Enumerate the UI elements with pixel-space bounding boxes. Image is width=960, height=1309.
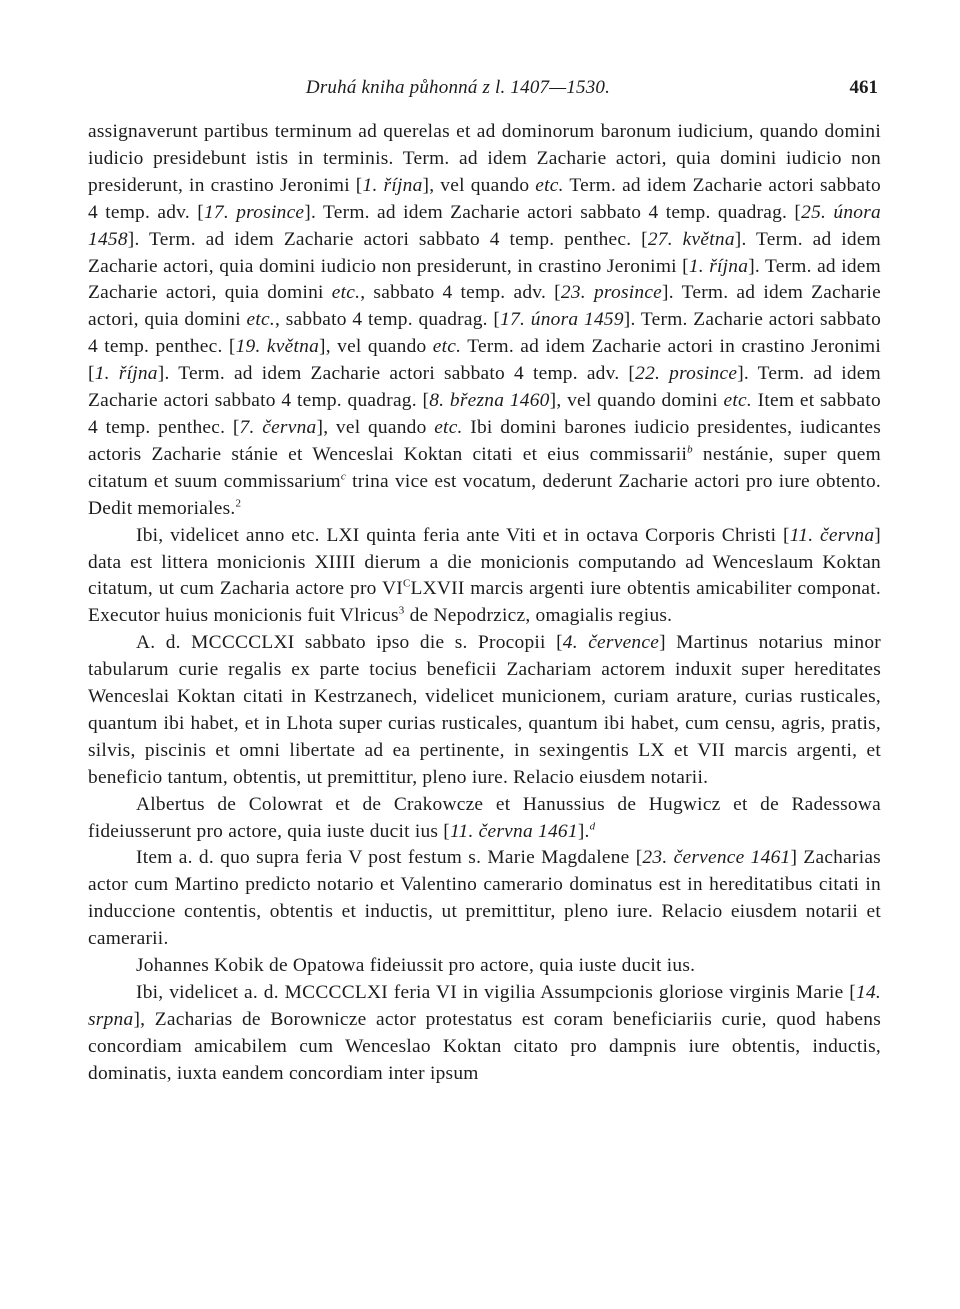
text-run: LXVII marcis argenti iure obtentis amicabiliter componat. Executor huius monicionis fuit Vlricus xyxy=(88,578,882,627)
footnote-marker: 2 xyxy=(235,497,242,510)
paragraph xyxy=(88,792,881,846)
text-run: ]. Term. ad idem Zacharie actori, quia domini iudicio non presiderunt, in crastino Jeronimi [ xyxy=(88,228,882,277)
italic-text: etc. xyxy=(331,282,361,304)
footnote-marker: 3 xyxy=(398,604,405,617)
text-run: ]. Term. ad idem Zacharie actori sabbato 4 temp. adv. [ xyxy=(157,363,636,385)
text-run: ]. Term. ad idem Zacharie actori, quia domini xyxy=(88,255,881,304)
italic-text: etc. xyxy=(723,390,752,412)
text-run: ]. xyxy=(577,820,590,842)
italic-text: 17. února 1459 xyxy=(500,309,624,331)
italic-text: 1. října xyxy=(94,363,158,385)
text-run: ]. Term. ad idem Zacharie actori sabbato 4 temp. quadrag. [ xyxy=(304,201,802,223)
italic-text: 27. května xyxy=(647,228,735,250)
text-run: de Nepodrzicz, omagialis regius. xyxy=(404,605,673,627)
italic-text: 19. května xyxy=(235,336,320,358)
italic-text: 1. října xyxy=(688,255,749,277)
text-run: Ibi, videlicet anno etc. LXI quinta feria ante Viti et in octava Corporis Christi [ xyxy=(136,524,790,546)
text-run: ] data est littera monicionis XIIII dierum a die monicionis computando ad Wenceslaum Koktan citatum, ut cum Zacharia actore pro VI xyxy=(88,524,882,600)
paragraph xyxy=(88,845,881,953)
italic-text: 14. srpna xyxy=(88,982,881,1030)
paragraph xyxy=(88,119,881,523)
italic-text: 17. prosince xyxy=(203,201,305,223)
text-run: ]. Term. ad idem Zacharie actori sabbato 4 temp. penthec. [ xyxy=(127,228,648,250)
text-run: Term. ad idem Zacharie actori sabbato 4 temp. adv. [ xyxy=(88,174,881,223)
text-run: Item et sabbato 4 temp. penthec. [ xyxy=(88,390,881,438)
text-run: ] Zacharias actor cum Martino predicto notario et Valentino camerario dominatus est in hereditatibus citati in induccione contentis, obtentis et inductis, ut premittitur, pleno iure. Relacio eiusdem notarii et camerarii. xyxy=(88,847,881,950)
text-run: Ibi domini barones iudicio presidentes, iudicantes actoris Zacharie stánie et Wenceslai Koktan citati et eius commissarii xyxy=(88,416,881,465)
italic-text: etc. xyxy=(434,416,463,438)
italic-text: etc. xyxy=(535,174,564,196)
paragraph xyxy=(88,630,881,791)
text-run: Albertus de Colowrat et de Crakowcze et Hanussius de Hugwicz et de Radessowa fideiusserunt pro actore, quia iuste ducit ius [ xyxy=(88,793,881,842)
italic-text: 7. června xyxy=(239,416,317,438)
italic-text: 22. prosince xyxy=(635,363,738,385)
italic-text: 11. června xyxy=(789,524,875,546)
text-run: ]. Term. Zacharie actori sabbato 4 temp. penthec. [ xyxy=(88,309,882,358)
text-run: Term. ad idem Zacharie actori in crastino Jeronimi [ xyxy=(88,336,881,385)
text-run: , sabbato 4 temp. adv. [ xyxy=(360,282,561,304)
paragraph xyxy=(88,523,881,631)
text-run: ], vel quando xyxy=(316,416,435,438)
text-run: A. d. MCCCCLXI sabbato ipso die s. Procopii [ xyxy=(136,632,563,654)
italic-text: 8. března 1460 xyxy=(429,390,550,412)
footnote-marker: c xyxy=(340,470,347,483)
text-run: assignaverunt partibus terminum ad querelas et ad dominorum baronum iudicium, quando domini iudicio presidebunt istis in terminis. Term. ad idem Zacharie actori, quia domini iudicio non presiderunt, in crastino Jeronimi [ xyxy=(88,121,881,196)
text-run: Ibi, videlicet a. d. MCCCCLXI feria VI in vigilia Assumpcionis gloriose virginis Marie [ xyxy=(136,982,856,1003)
text-run: trina vice est vocatum, dederunt Zacharie actori pro iure obtento. Dedit memoriales. xyxy=(88,470,881,519)
paragraph xyxy=(88,953,881,980)
italic-text: etc. xyxy=(432,336,462,358)
text-run: Johannes Kobik de Opatowa fideiussit pro actore, quia iuste ducit ius. xyxy=(136,955,696,977)
italic-text: 23. července 1461 xyxy=(642,847,791,869)
text-run: ], vel quando xyxy=(319,336,433,358)
body-text xyxy=(88,119,881,1088)
text-run: ]. Term. ad idem Zacharie actori sabbato 4 temp. quadrag. [ xyxy=(88,363,881,412)
footnote-marker: C xyxy=(402,577,411,590)
italic-text: etc. xyxy=(246,309,275,331)
text-run: ] Martinus notarius minor tabularum curie regalis ex parte tocius beneficii Zachariam actorem induxit super hereditates Wenceslai Koktan citati in Kestrzanech, videlicet municionem, curiam arature, curias rusticales, quantum ibi habet, et in Lhota super curias rusticales, quantum ibi habet, cum censu, agris, pratis, silvis, piscinis et omni libertate ad ea pertinente, in sexingentis LX et VII marcis argenti, et beneficio tantum, obtentis, ut premittitur, pleno iure. Relacio eiusdem notarii. xyxy=(88,632,881,788)
italic-text: 25. února 1458 xyxy=(88,201,881,250)
footnote-marker: d xyxy=(589,820,596,833)
text-run: ], vel quando xyxy=(422,174,536,196)
italic-text: 4. července xyxy=(562,632,660,654)
page-header xyxy=(88,74,880,104)
footnote-marker: b xyxy=(687,443,693,456)
text-run: nestánie, super quem citatum et suum commissarium xyxy=(88,443,881,492)
text-run: Item a. d. quo supra feria V post festum s. Marie Magdalene [ xyxy=(136,847,643,869)
text-run: ], vel quando domini xyxy=(549,390,724,412)
running-title: Druhá kniha půhonná z l. 1407—1530. xyxy=(305,77,611,98)
italic-text: 23. prosince xyxy=(560,282,663,304)
italic-text: 1. října xyxy=(362,174,423,196)
text-run: ]. Term. ad idem Zacharie actori, quia domini xyxy=(88,282,881,331)
text-run: , sabbato 4 temp. quadrag. [ xyxy=(274,309,501,331)
page-number: 461 xyxy=(849,77,878,98)
text-run: ], Zacharias de Borownicze actor protestatus est coram beneficiariis curie, quod habens concordiam amicabilem cum Wenceslao Koktan citato pro dampnis iure obtentis, inductis, dominatis, iuxta eandem concordiam inter ipsum xyxy=(88,1008,881,1084)
italic-text: 11. června 1461 xyxy=(450,820,578,842)
paragraph xyxy=(88,980,881,1088)
